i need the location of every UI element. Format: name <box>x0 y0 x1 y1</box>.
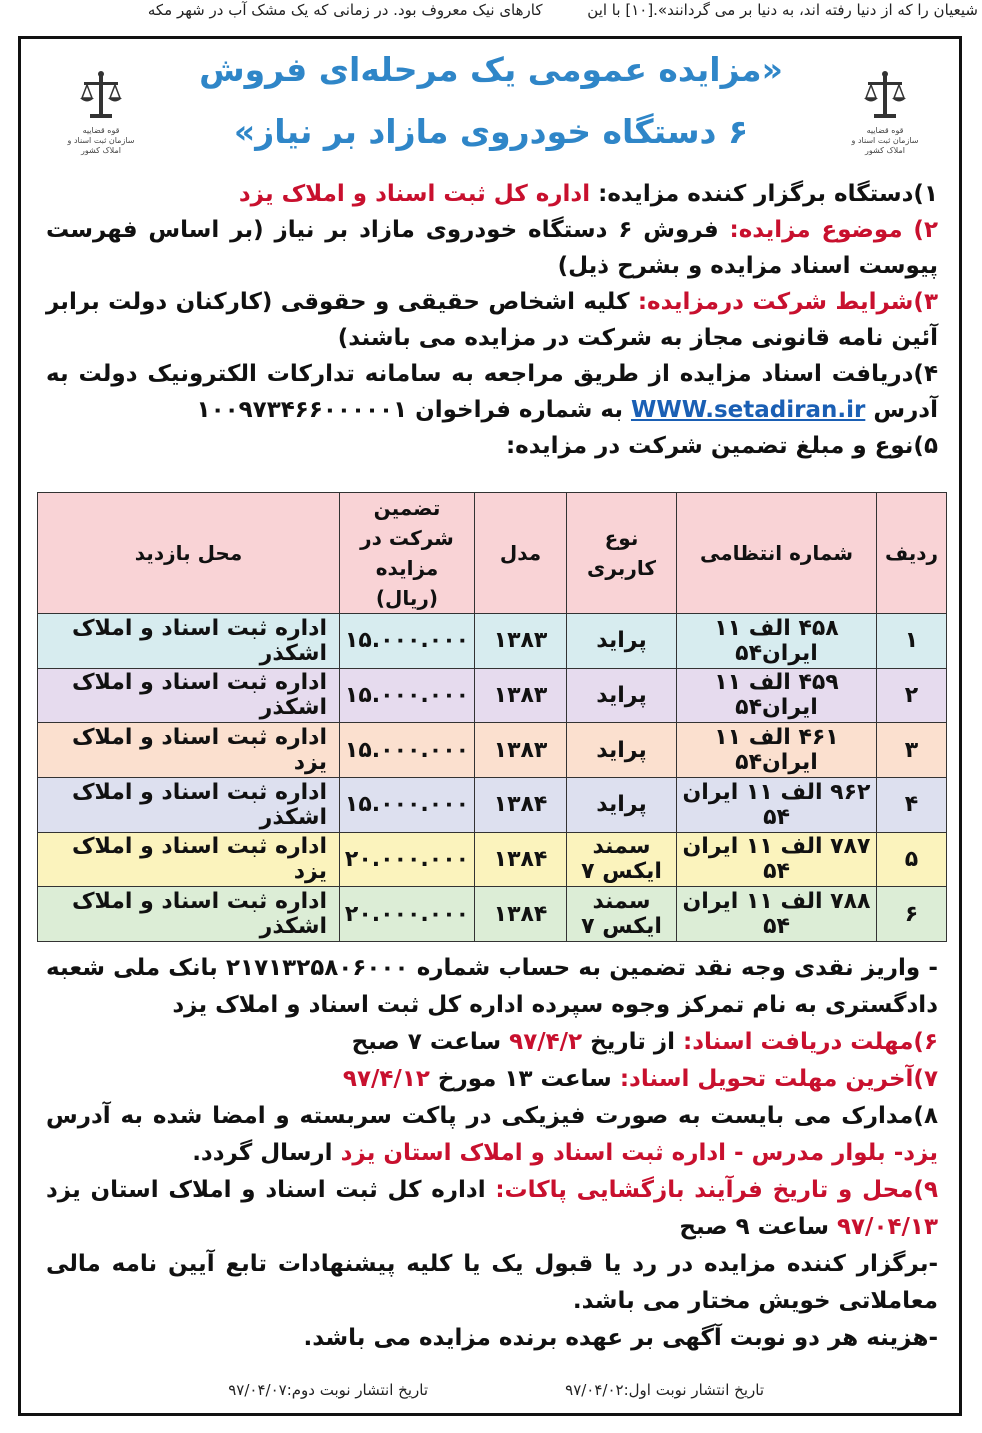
cell-place: اداره ثبت اسناد و املاک اشکذر <box>38 887 340 942</box>
table-row <box>38 723 947 778</box>
cell-model: ۱۳۸۴ <box>475 887 567 942</box>
cell-row-number: ۶ <box>877 887 947 942</box>
item-6-post: ساعت ۷ صبح <box>351 1029 510 1055</box>
cell-place: اداره ثبت اسناد و املاک یزد <box>38 832 340 887</box>
cell-model: ۱۳۸۳ <box>475 723 567 778</box>
table-row <box>38 777 947 832</box>
item-9-label: ۹)محل و تاریخ فرآیند بازگشایی پاکات: <box>485 1177 938 1203</box>
notice-items-bottom <box>46 950 938 1357</box>
cell-deposit: ۱۵.۰۰۰.۰۰۰ <box>340 668 475 723</box>
cell-row-number: ۳ <box>877 723 947 778</box>
table-row <box>38 668 947 723</box>
cell-place: اداره ثبت اسناد و املاک اشکذر <box>38 668 340 723</box>
publish-date-first: تاریخ انتشار نوبت اول:۹۷/۰۴/۰۲ <box>565 1381 764 1399</box>
item-3-value: کلیه اشخاص حقیقی و حقوقی (کارکنان دولت برابر آئین نامه قانونی مجاز به شرکت در مزایده می باشند) <box>46 289 938 351</box>
publish-date-second: تاریخ انتشار نوبت دوم:۹۷/۰۴/۰۷ <box>228 1381 428 1399</box>
header-place: محل بازدید <box>38 493 340 614</box>
cell-plate: ۷۸۷ الف ۱۱ ایران ۵۴ <box>677 832 877 887</box>
item-9-value: اداره کل ثبت اسناد و املاک استان یزد <box>46 1177 486 1203</box>
item-9-time: ساعت ۹ صبح <box>679 1214 837 1240</box>
cell-plate: ۷۸۸ الف ۱۱ ایران ۵۴ <box>677 887 877 942</box>
cell-deposit: ۱۵.۰۰۰.۰۰۰ <box>340 777 475 832</box>
cell-type: پراید <box>567 614 677 669</box>
header-type: نوع کاربری <box>567 493 677 614</box>
item-3-label: ۳)شرایط شرکت درمزایده: <box>629 289 938 315</box>
note-2: -هزینه هر دو نوبت آگهی بر عهده برنده مزایده می باشد. <box>303 1325 938 1351</box>
setadiran-link[interactable]: WWW.setadiran.ir <box>630 397 866 423</box>
table-row <box>38 832 947 887</box>
item-6-label: ۶)مهلت دریافت اسناد: <box>675 1029 938 1055</box>
item-7-date: ۹۷/۴/۱۲ <box>342 1066 430 1092</box>
item-4-call-number: به شماره فراخوان ۱۰۰۹۷۳۴۶۶۰۰۰۰۰۱ <box>196 397 631 423</box>
note-1: -برگزار کننده مزایده در رد یا قبول یک یا کلیه پیشنهادات تابع آیین نامه مالی معاملاتی خویش مختار می باشد. <box>46 1251 938 1314</box>
header-row-number: ردیف <box>877 493 947 614</box>
item-4 <box>46 356 938 428</box>
item-6-date: ۹۷/۴/۲ <box>509 1029 583 1055</box>
title-line-2: ۶ دستگاه خودروی مازاد بر نیاز» <box>233 112 749 151</box>
cell-plate: ۴۶۱ الف ۱۱ ایران۵۴ <box>677 723 877 778</box>
item-8-address: یزد- بلوار مدرس - اداره ثبت اسناد و املاک استان یزد <box>340 1140 938 1166</box>
cell-deposit: ۱۵.۰۰۰.۰۰۰ <box>340 723 475 778</box>
item-1-value: اداره کل ثبت اسناد و املاک یزد <box>238 181 591 207</box>
item-6-pre: از تاریخ <box>582 1029 675 1055</box>
item-2 <box>46 212 938 284</box>
item-1 <box>46 176 938 212</box>
item-8-text: ۸)مدارک می بایست به صورت فیزیکی در پاکت سربسته و امضا شده به آدرس <box>46 1103 938 1129</box>
top-strip-right-text: شیعیان را که از دنیا رفته اند، به دنیا بر می گردانند».[۱۰] با این <box>587 1 978 19</box>
header-deposit: تضمین شرکت در مزایده (ریال) <box>340 493 475 614</box>
cell-row-number: ۱ <box>877 614 947 669</box>
cell-model: ۱۳۸۳ <box>475 668 567 723</box>
item-6 <box>46 1024 938 1061</box>
title-line-1: «مزایده عمومی یک مرحله‌ای فروش <box>199 50 783 89</box>
cell-place: اداره ثبت اسناد و املاک اشکذر <box>38 614 340 669</box>
cell-plate: ۴۵۸ الف ۱۱ ایران۵۴ <box>677 614 877 669</box>
cell-type: پراید <box>567 668 677 723</box>
cell-row-number: ۴ <box>877 777 947 832</box>
cell-model: ۱۳۸۴ <box>475 777 567 832</box>
item-4-text: ۴)دریافت اسناد مزایده از طریق مراجعه به سامانه تدارکات الکترونیک دولت به آدرس <box>46 361 938 423</box>
cell-deposit: ۲۰.۰۰۰.۰۰۰ <box>340 887 475 942</box>
cell-type: سمند ایکس ۷ <box>567 832 677 887</box>
item-1-label: ۱)دستگاه برگزار کننده مزایده: <box>590 181 938 207</box>
org-caption: سازمان ثبت اسناد و املاک کشور <box>67 136 135 155</box>
cell-model: ۱۳۸۳ <box>475 614 567 669</box>
cell-place: اداره ثبت اسناد و املاک یزد <box>38 723 340 778</box>
top-strip-left-text: کارهای نیک معروف بود. در زمانی که یک مشک آب در شهر مکه <box>147 1 543 19</box>
header-model: مدل <box>475 493 567 614</box>
item-2-value: فروش ۶ دستگاه خودروی مازاد بر نیاز (بر اساس فهرست پیوست اسناد مزایده و بشرح ذیل) <box>46 217 938 279</box>
cell-deposit: ۱۵.۰۰۰.۰۰۰ <box>340 614 475 669</box>
cell-place: اداره ثبت اسناد و املاک اشکذر <box>38 777 340 832</box>
table-row <box>38 614 947 669</box>
cell-type: سمند ایکس ۷ <box>567 887 677 942</box>
item-7 <box>46 1061 938 1098</box>
header-plate: شماره انتظامی <box>677 493 877 614</box>
cell-model: ۱۳۸۴ <box>475 832 567 887</box>
deposit-note: - واریز نقدی وجه نقد تضمین به حساب شماره ۲۱۷۱۳۲۵۸۰۶۰۰۰ بانک ملی شعبه دادگستری به نام تمرکز وجوه سپرده اداره کل ثبت اسناد و املاک یزد <box>46 955 938 1018</box>
item-9-date: ۹۷/۰۴/۱۳ <box>836 1214 938 1240</box>
table-header-row <box>38 493 947 614</box>
cell-plate: ۹۶۲ الف ۱۱ ایران ۵۴ <box>677 777 877 832</box>
cell-plate: ۴۵۹ الف ۱۱ ایران۵۴ <box>677 668 877 723</box>
judiciary-caption: قوه قضاییه <box>82 126 120 135</box>
org-caption: سازمان ثبت اسناد و املاک کشور <box>851 136 919 155</box>
item-9 <box>46 1172 938 1246</box>
cell-row-number: ۵ <box>877 832 947 887</box>
item-8-end: ارسال گردد. <box>192 1140 341 1166</box>
item-3 <box>46 284 938 356</box>
item-5-text: ۵)نوع و مبلغ تضمین شرکت در مزایده: <box>505 433 938 459</box>
cell-row-number: ۲ <box>877 668 947 723</box>
item-5 <box>46 428 938 464</box>
item-7-pre: ساعت ۱۳ مورخ <box>429 1066 612 1092</box>
item-8 <box>46 1098 938 1172</box>
cell-deposit: ۲۰.۰۰۰.۰۰۰ <box>340 832 475 887</box>
item-7-label: ۷)آخرین مهلت تحویل اسناد: <box>611 1066 938 1092</box>
cell-type: پراید <box>567 777 677 832</box>
cell-type: پراید <box>567 723 677 778</box>
judiciary-caption: قوه قضاییه <box>866 126 904 135</box>
notice-items-top <box>46 176 938 464</box>
table-row <box>38 887 947 942</box>
top-strip <box>0 0 982 22</box>
vehicles-table <box>37 492 947 942</box>
item-2-label: ۲) موضوع مزایده: <box>718 217 938 243</box>
